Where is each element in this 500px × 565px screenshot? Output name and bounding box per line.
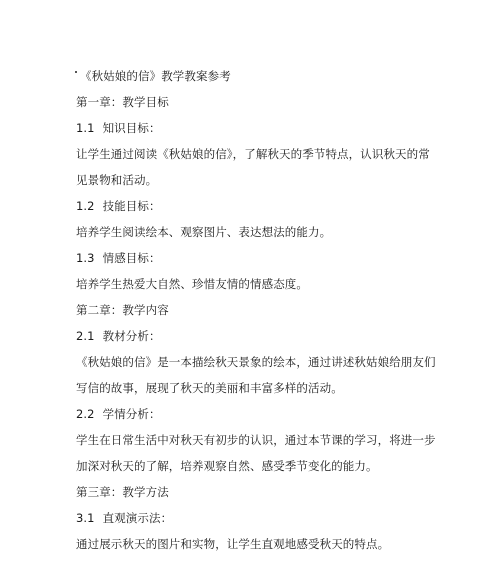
- chapter1-heading: 第一章：教学目标: [76, 95, 169, 109]
- section-number: 1.3: [76, 251, 95, 265]
- chapter3-heading: 第三章：教学方法: [76, 485, 169, 499]
- section-title: 教材分析：: [102, 329, 161, 343]
- section-2-2-heading: [76, 401, 436, 427]
- section-title: 技能目标：: [102, 199, 161, 213]
- section-number: 3.1: [76, 511, 95, 525]
- section-3-1-heading: [76, 505, 436, 531]
- section-title: 知识目标：: [102, 121, 161, 135]
- section-2-1-heading: [76, 323, 436, 349]
- section-2-1-text: 《秋姑娘的信》是一本描绘秋天景象的绘本，通过讲述秋姑娘给朋友们写信的故事，展现了秋天的美丽和丰富多样的活动。: [76, 355, 436, 395]
- section-1-1-text: 让学生通过阅读《秋姑娘的信》，了解秋天的季节特点，认识秋天的常见景物和活动。: [76, 147, 430, 187]
- document-title: 《秋姑娘的信》教学教案参考: [80, 69, 231, 83]
- section-number: 2.1: [76, 329, 95, 343]
- section-1-1-heading: [76, 115, 436, 141]
- section-1-2-heading: [76, 193, 436, 219]
- section-1-3-text: 培养学生热爱大自然、珍惜友情的情感态度。: [76, 277, 308, 291]
- section-title: 学情分析：: [102, 407, 161, 421]
- section-number: 2.2: [76, 407, 95, 421]
- section-number: 1.1: [76, 121, 95, 135]
- section-2-2-text: 学生在日常生活中对秋天有初步的认识，通过本节课的学习，将进一步加深对秋天的了解，培养观察自然、感受季节变化的能力。: [76, 433, 436, 473]
- section-3-1-text: 通过展示秋天的图片和实物，让学生直观地感受秋天的特点。: [76, 537, 390, 551]
- document-body: [76, 63, 436, 557]
- section-title: 情感目标：: [102, 251, 161, 265]
- section-1-2-text: 培养学生阅读绘本、观察图片、表达想法的能力。: [76, 225, 332, 239]
- section-number: 1.2: [76, 199, 95, 213]
- section-1-3-heading: [76, 245, 436, 271]
- section-title: 直观演示法：: [102, 511, 173, 525]
- chapter2-heading: 第二章：教学内容: [76, 303, 169, 317]
